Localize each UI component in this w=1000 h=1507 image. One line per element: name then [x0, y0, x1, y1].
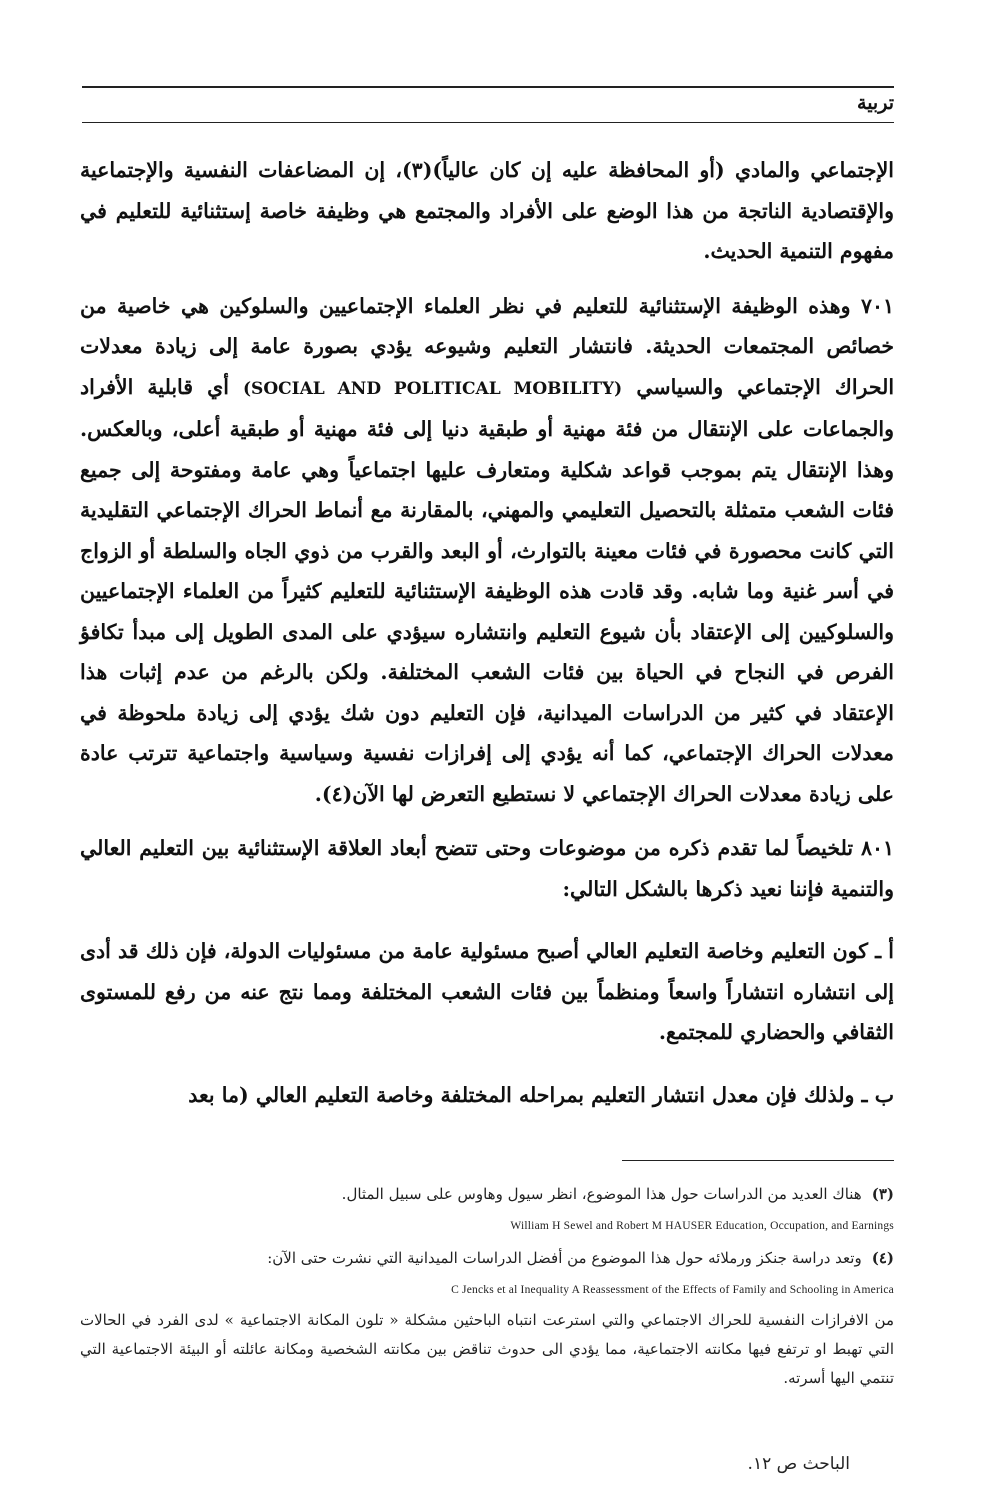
paragraph-1: الإجتماعي والمادي (أو المحافظة عليه إن كان عالياً)(٣)، إن المضاعفات النفسية والإجتماعية والإقتصادية الناتجة من هذا الوضع على الأفراد والمجتمع هي وظيفة خاصة إستثنائية للتعليم في مفهوم التنمية الحديث.	[80, 158, 894, 263]
paragraph-801: ٨٠١ تلخيصاً لما تقدم ذكره من موضوعات وحتى تتضح أبعاد العلاقة الإستثنائية بين التعليم العالي والتنمية فإننا نعيد ذكرها بالشكل التالي:	[80, 836, 894, 901]
paragraph-item-a: أ ـ كون التعليم وخاصة التعليم العالي أصبح مسئولية عامة من مسئوليات الدولة، فإن ذلك قد أدى إلى انتشاره انتشاراً واسعاً ومنظماً بين فئات الشعب المختلفة ومما نتج عنه من رفع للمستوى الثقافي والحضاري للمجتمع.	[80, 939, 894, 1044]
footnote-4-continuation: من الافرازات النفسية للحراك الاجتماعي والتي استرعت انتباه الباحثين مشكلة « تلون المكانة الاجتماعية » لدى الفرد في الحالات التي تهبط او ترتفع فيها مكانته الاجتماعية، مما يؤدي الى حدوث تناقض بين مكانته الشخصية ومكانة عائلته أو البيئة الاجتماعية التي تنتمي اليها أسرته.	[80, 1311, 894, 1387]
body-text	[80, 150, 894, 1115]
footnote-3-reference: William H Sewel and Robert M HAUSER Education, Occupation, and Earnings	[510, 1220, 894, 1232]
paragraph-item-b: ب ـ ولذلك فإن معدل انتشار التعليم بمراحله المختلفة وخاصة التعليم العالي (ما بعد	[188, 1082, 894, 1107]
footnote-3	[80, 1178, 894, 1210]
header-top-rule	[82, 86, 894, 88]
footnote-4-number: (٤)	[871, 1249, 894, 1267]
page-footer: الباحث ص ١٢.	[747, 1454, 850, 1474]
running-head: تربية	[857, 92, 894, 114]
footnote-4-reference: C Jencks et al Inequality A Reassessment of the Effects of Family and Schooling in America	[451, 1284, 894, 1296]
footnote-4-text: وتعد دراسة جنكز ورملائه حول هذا الموضوع من أفضل الدراسات الميدانية التي نشرت حتى الآن:	[267, 1249, 862, 1267]
paragraph-701-part-b: أي قابلية الأفراد والجماعات على الإنتقال من فئة مهنية أو طبقية دنيا إلى فئة مهنية أو طبقية أعلى، وبالعكس. وهذا الإنتقال يتم بموجب قواعد شكلية ومتعارف عليها اجتماعياً وهي عامة ومفتوحة إلى جميع فئات الشعب متمثلة بالتحصيل التعليمي والمهني، بالمقارنة مع أنماط الحراك الإجتماعي التقليدية التي كانت محصورة في فئات معينة بالتوارث، أو البعد والقرب من ذوي الجاه والسلطة أو الزواج في أسر غنية وما شابه. وقد قادت هذه الوظيفة الإستثنائية للتعليم كثيراً من العلماء الإجتماعيين والسلوكيين إلى الإعتقاد بأن شيوع التعليم وانتشاره سيؤدي على المدى الطويل إلى مبدأ تكافؤ الفرص في النجاح في الحياة بين فئات الشعب المختلفة. ولكن بالرغم من عدم إثبات هذا الإعتقاد في كثير من الدراسات الميدانية، فإن التعليم دون شك يؤدي إلى زيادة ملحوظة في معدلات الحراك الإجتماعي، كما أنه يؤدي إلى إفرازات نفسية وسياسية واجتماعية تترتب عادة على زيادة معدلات الحراك الإجتماعي لا نستطيع التعرض لها الآن(٤).	[80, 374, 894, 806]
footnote-4	[80, 1242, 894, 1274]
paragraph-701-part-a: ٧٠١ وهذه الوظيفة الإستثنائية للتعليم في نظر العلماء الإجتماعيين والسلوكين هي خاصية من خصائص المجتمعات الحديثة. فانتشار التعليم وشيوعه يؤدي بصورة عامة إلى زيادة معدلات الحراك الإجتماعي والسياسي	[80, 293, 895, 399]
footnote-3-number: (٣)	[871, 1185, 894, 1203]
footnotes	[80, 1178, 894, 1393]
footnote-3-text: هناك العديد من الدراسات حول هذا الموضوع، انظر سيول وهاوس على سبيل المثال.	[341, 1185, 862, 1203]
footnote-rule	[622, 1160, 894, 1161]
paragraph-701	[80, 286, 894, 815]
header-bottom-rule	[82, 122, 894, 123]
mobility-term: (SOCIAL AND POLITICAL MOBILITY)	[243, 378, 623, 399]
